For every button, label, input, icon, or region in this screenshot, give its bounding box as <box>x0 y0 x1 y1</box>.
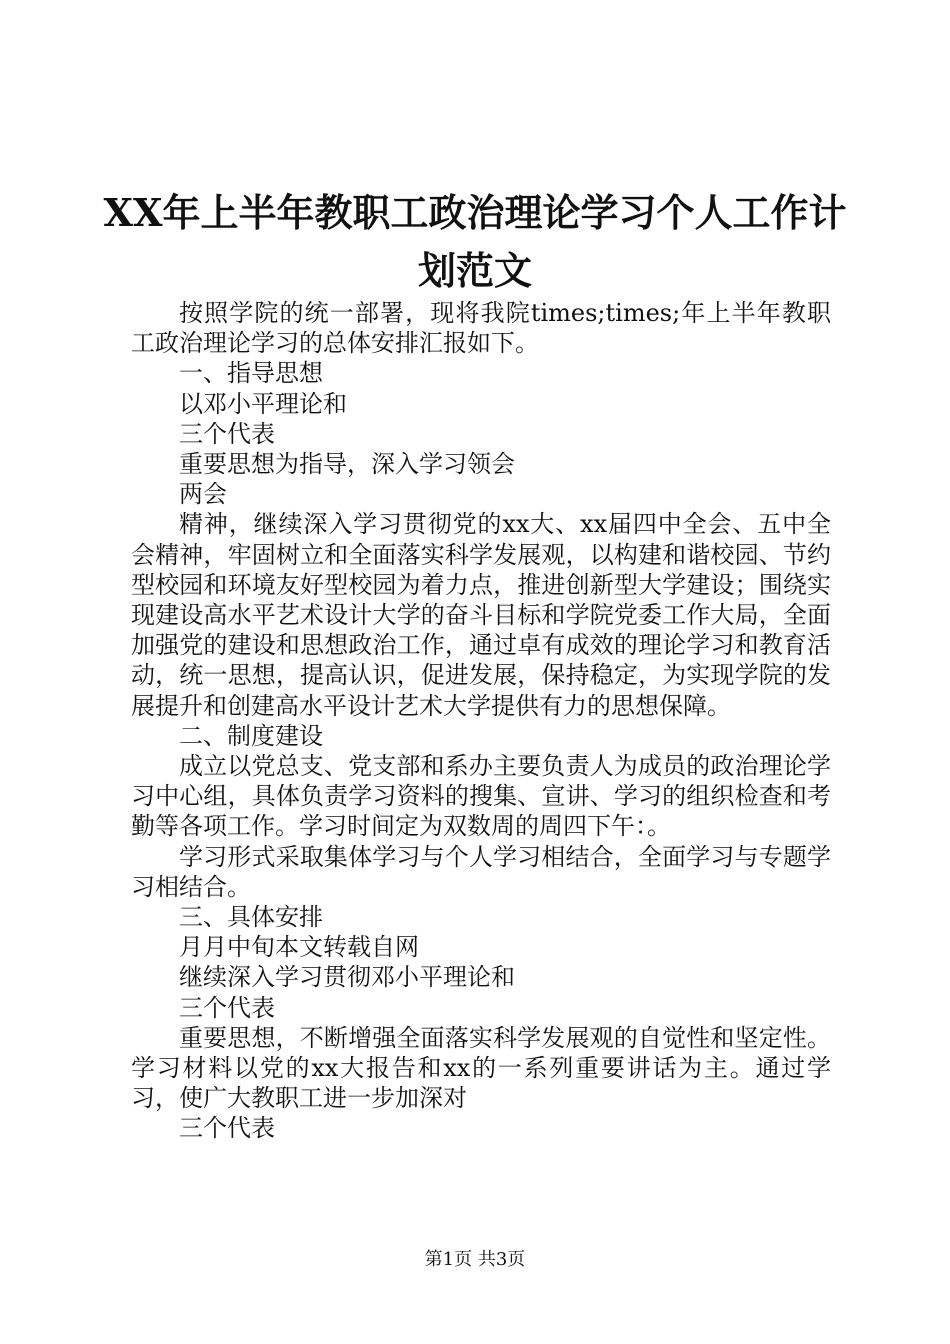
paragraph-intro: 按照学院的统一部署，现将我院times;times;年上半年教职工政治理论学习的总体安排汇报如下。 <box>131 299 831 358</box>
paragraph: 重要思想为指导，深入学习领会 <box>179 450 515 479</box>
paragraph: 三个代表 <box>179 419 275 448</box>
paragraph: 两会 <box>179 480 227 509</box>
paragraph: 精神，继续深入学习贯彻党的xx大、xx届四中全会、五中全会精神，牢固树立和全面落实科学发展观，以构建和谐校园、节约型校园和环境友好型校园为着力点，推进创新型大学建设；围绕实现建设高水平艺术设计大学的奋斗目标和学院党委工作大局，全面加强党的建设和思想政治工作，通过卓有成效的理论学习和教育活动，统一思想，提高认识，促进发展，保持稳定，为实现学院的发展提升和创建高水平设计艺术大学提供有力的思想保障。 <box>131 510 831 720</box>
paragraph: 月月中旬本文转载自网 <box>179 933 419 962</box>
section-heading-2: 二、制度建设 <box>179 721 323 750</box>
section-heading-3: 三、具体安排 <box>179 903 323 932</box>
document-title-line-2: 划范文 <box>417 248 532 293</box>
document-body <box>131 298 831 1144</box>
page-footer: 第1页 共3页 <box>424 1249 526 1270</box>
section-heading-1: 一、指导思想 <box>179 359 323 388</box>
paragraph: 三个代表 <box>179 1114 275 1143</box>
paragraph: 以邓小平理论和 <box>179 389 347 418</box>
paragraph: 继续深入学习贯彻邓小平理论和 <box>179 963 515 992</box>
paragraph: 学习形式采取集体学习与个人学习相结合，全面学习与专题学习相结合。 <box>131 842 831 901</box>
paragraph: 重要思想，不断增强全面落实科学发展观的自觉性和坚定性。学习材料以党的xx大报告和xx的一系列重要讲话为主。通过学习，使广大教职工进一步加深对 <box>131 1023 831 1113</box>
paragraph: 成立以党总支、党支部和系办主要负责人为成员的政治理论学习中心组，具体负责学习资料的搜集、宣讲、学习的组织检查和考勤等各项工作。学习时间定为双数周的周四下午：。 <box>131 752 831 841</box>
document-title-line-1: XX年上半年教职工政治理论学习个人工作计 <box>103 190 847 235</box>
paragraph: 三个代表 <box>179 993 275 1022</box>
